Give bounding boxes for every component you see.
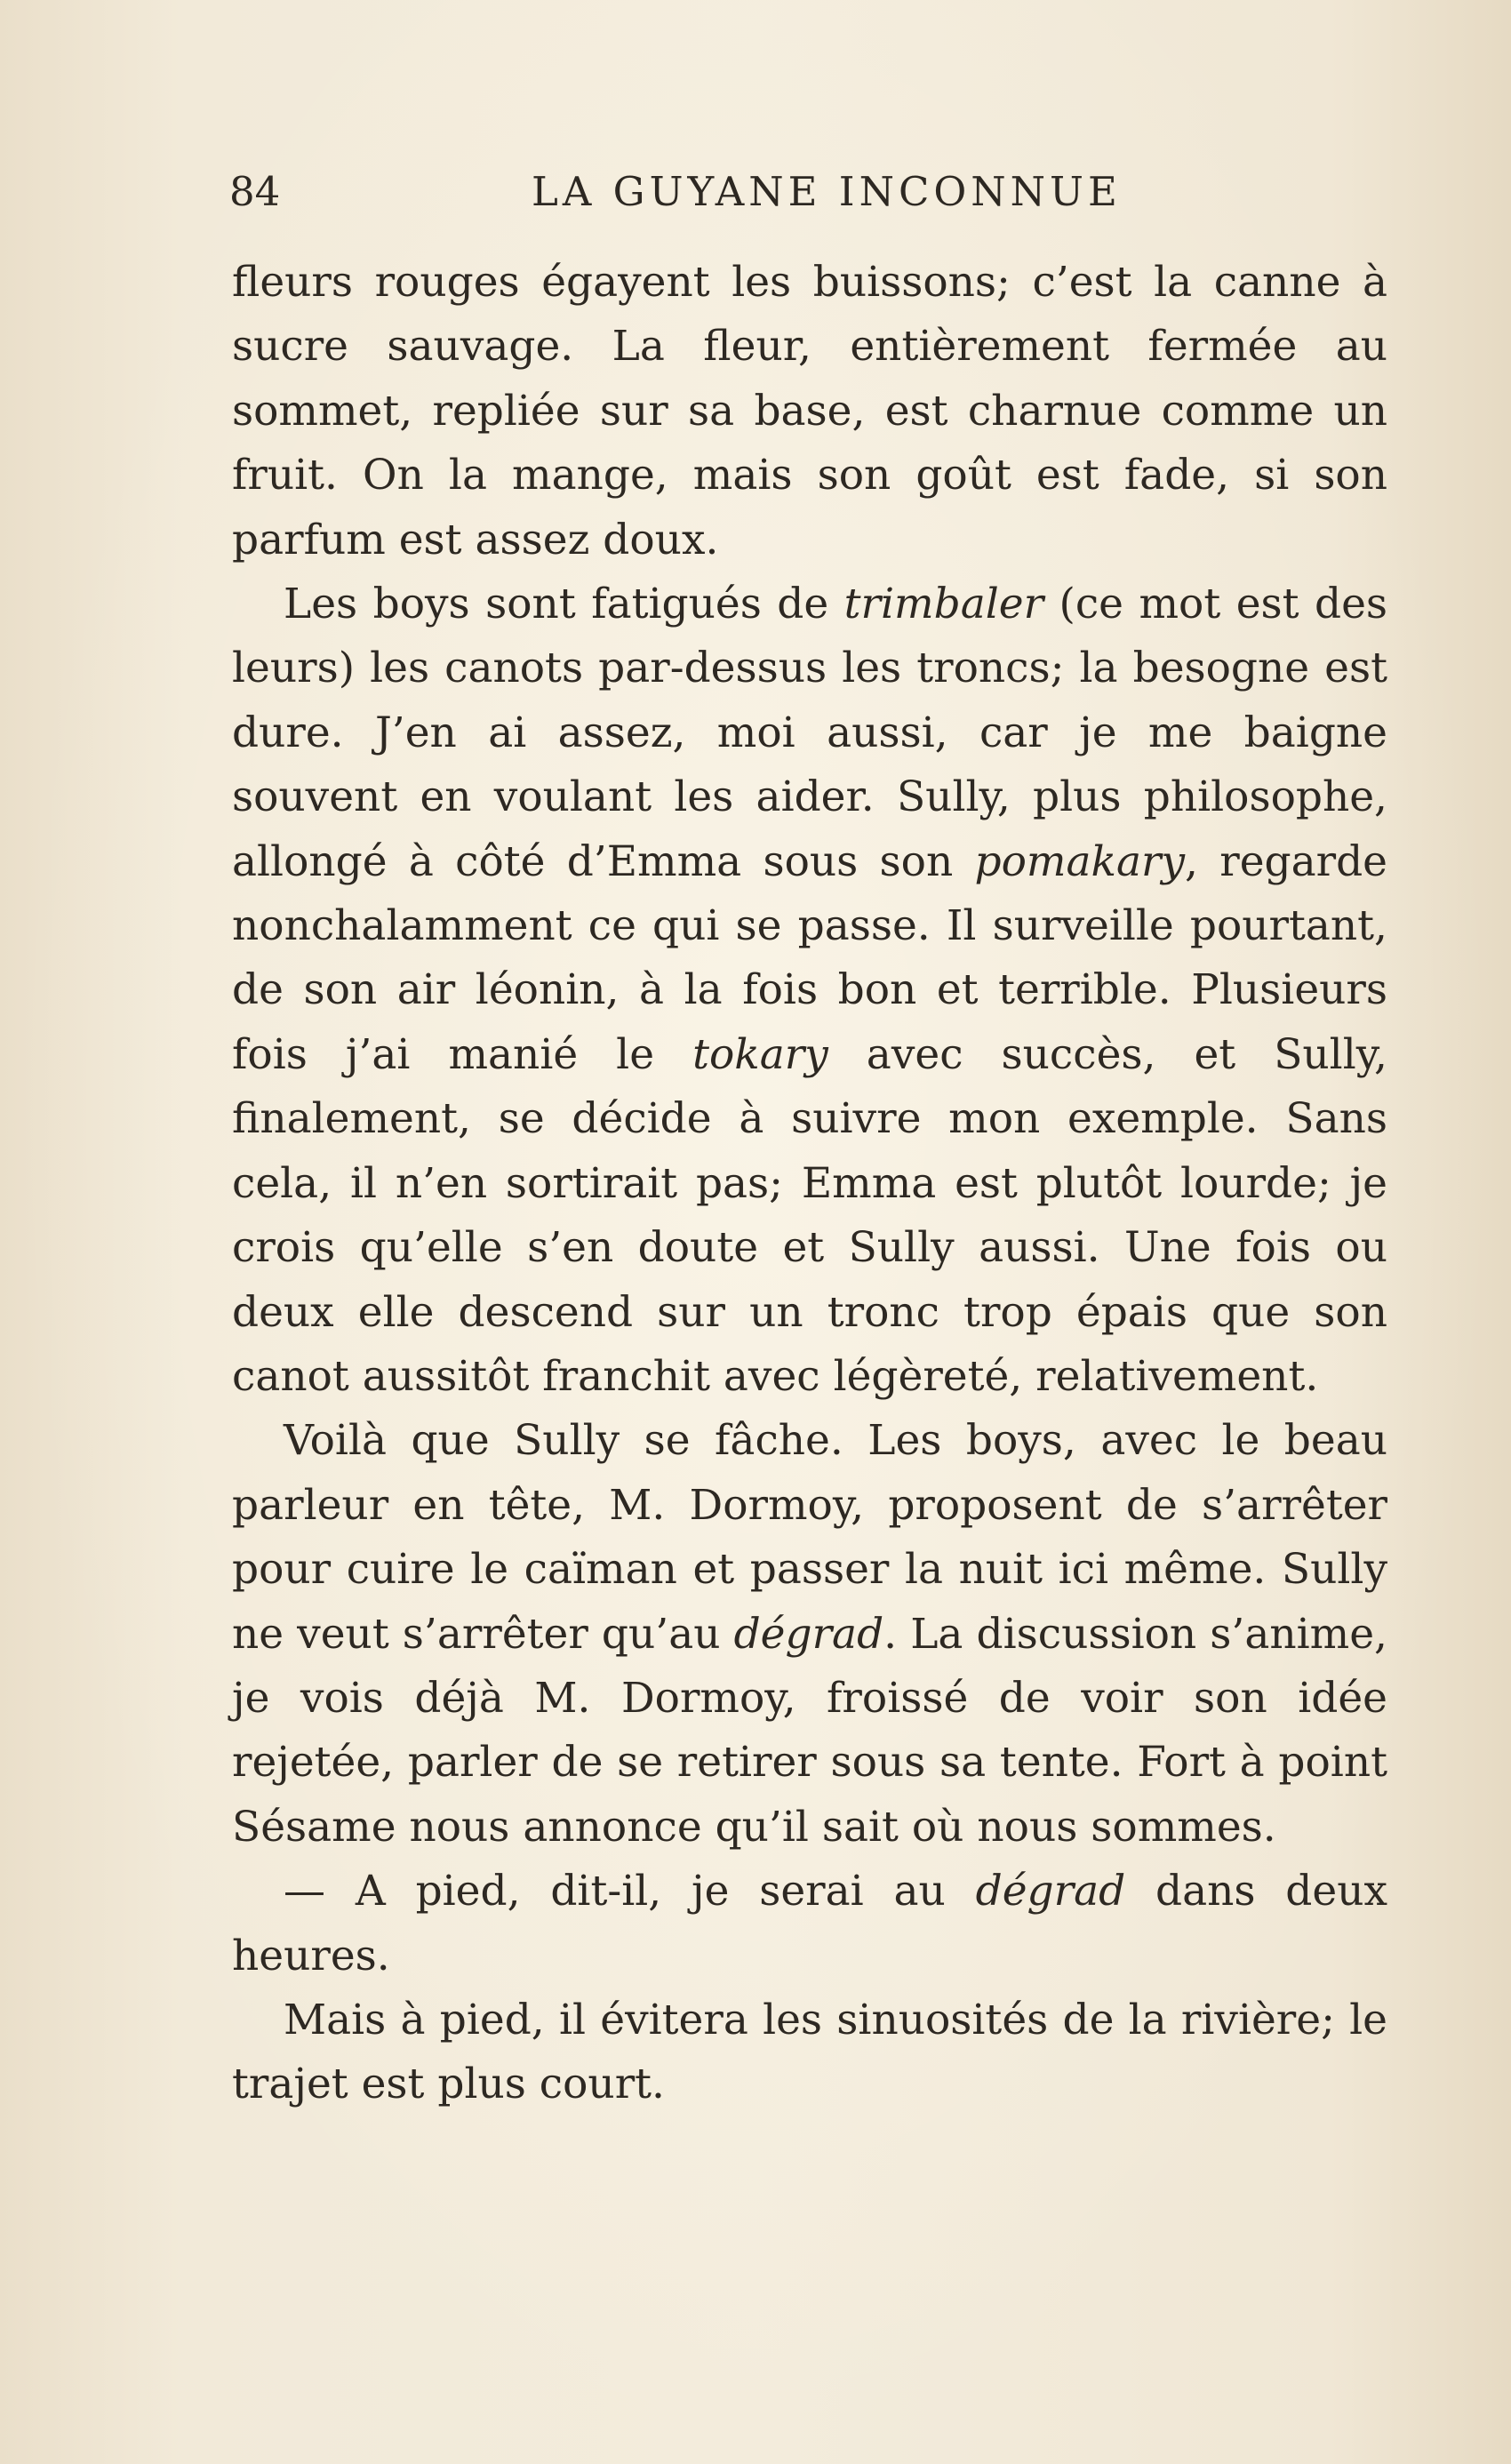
text-segment: Mais à pied, il évitera les sinuosités de la rivière; le trajet est plus court.: [232, 1995, 1387, 2109]
page-number: 84: [229, 168, 281, 215]
italic-term-trimbaler: trimbaler: [843, 580, 1044, 629]
italic-term-tokary: tokary: [692, 1029, 828, 1079]
paragraph-dialogue-sesame: [232, 1860, 1387, 1988]
text-segment: (ce mot est des leurs) les canots par-dessus les troncs; la besogne est dure. J’en ai assez, moi aussi, car je me baigne souvent en voulant les aider. Sully, plus philosophe, allongé à côté d’Emma sous son: [232, 580, 1388, 886]
text-segment: , regarde nonchalamment ce qui se passe. Il surveille pourtant, de son air léonin, à la fois bon et terrible. Plusieurs fois j’ai manié le: [232, 836, 1387, 1079]
text-segment: avec succès, et Sully, finalement, se décide à suivre mon exemple. Sans cela, il n’en sortirait pas; Emma est plutôt lourde; je crois qu’elle s’en doute et Sully aussi. Une fois ou deux elle descend sur un tronc trop épais que son canot aussitôt franchit avec légèreté, relativement.: [232, 1029, 1387, 1401]
text-segment: Les boys sont fatigués de: [284, 580, 844, 629]
text-segment: — A pied, dit-il, je serai au: [284, 1867, 976, 1916]
page-header: [229, 165, 1385, 219]
text-segment: dans deux heures.: [232, 1867, 1387, 1980]
text-segment: . La discussion s’anime, je vois déjà M. Dormoy, froissé de voir son idée rejetée, parler de se retirer sous sa tente. Fort à point Sésame nous annonce qu’il sait où nous sommes.: [232, 1609, 1387, 1852]
paragraph-sully-angry: [232, 1409, 1387, 1860]
body-text: [232, 251, 1387, 2117]
paragraph-shorter-route: [232, 1988, 1387, 2117]
running-title: LA GUYANE INCONNUE: [532, 168, 1122, 215]
italic-term-degrad: dégrad: [975, 1867, 1126, 1916]
italic-term-degrad: dégrad: [733, 1609, 884, 1659]
paragraph-cane-flower: [232, 251, 1387, 572]
italic-term-pomakary: pomakary: [974, 836, 1186, 886]
paragraph-boys-tired: [232, 572, 1387, 1409]
text-segment: Voilà que Sully se fâche. Les boys, avec le beau parleur en tête, M. Dormoy, proposent de s’arrêter pour cuire le caïman et passer la nuit ici même. Sully ne veut s’arrêter qu’au: [232, 1416, 1387, 1659]
text-segment: fleurs rouges égayent les buissons; c’est la canne à sucre sauvage. La fleur, entièrement fermée au sommet, repliée sur sa base, est charnue comme un fruit. On la mange, mais son goût est fade, si son parfum est assez doux.: [232, 258, 1387, 564]
